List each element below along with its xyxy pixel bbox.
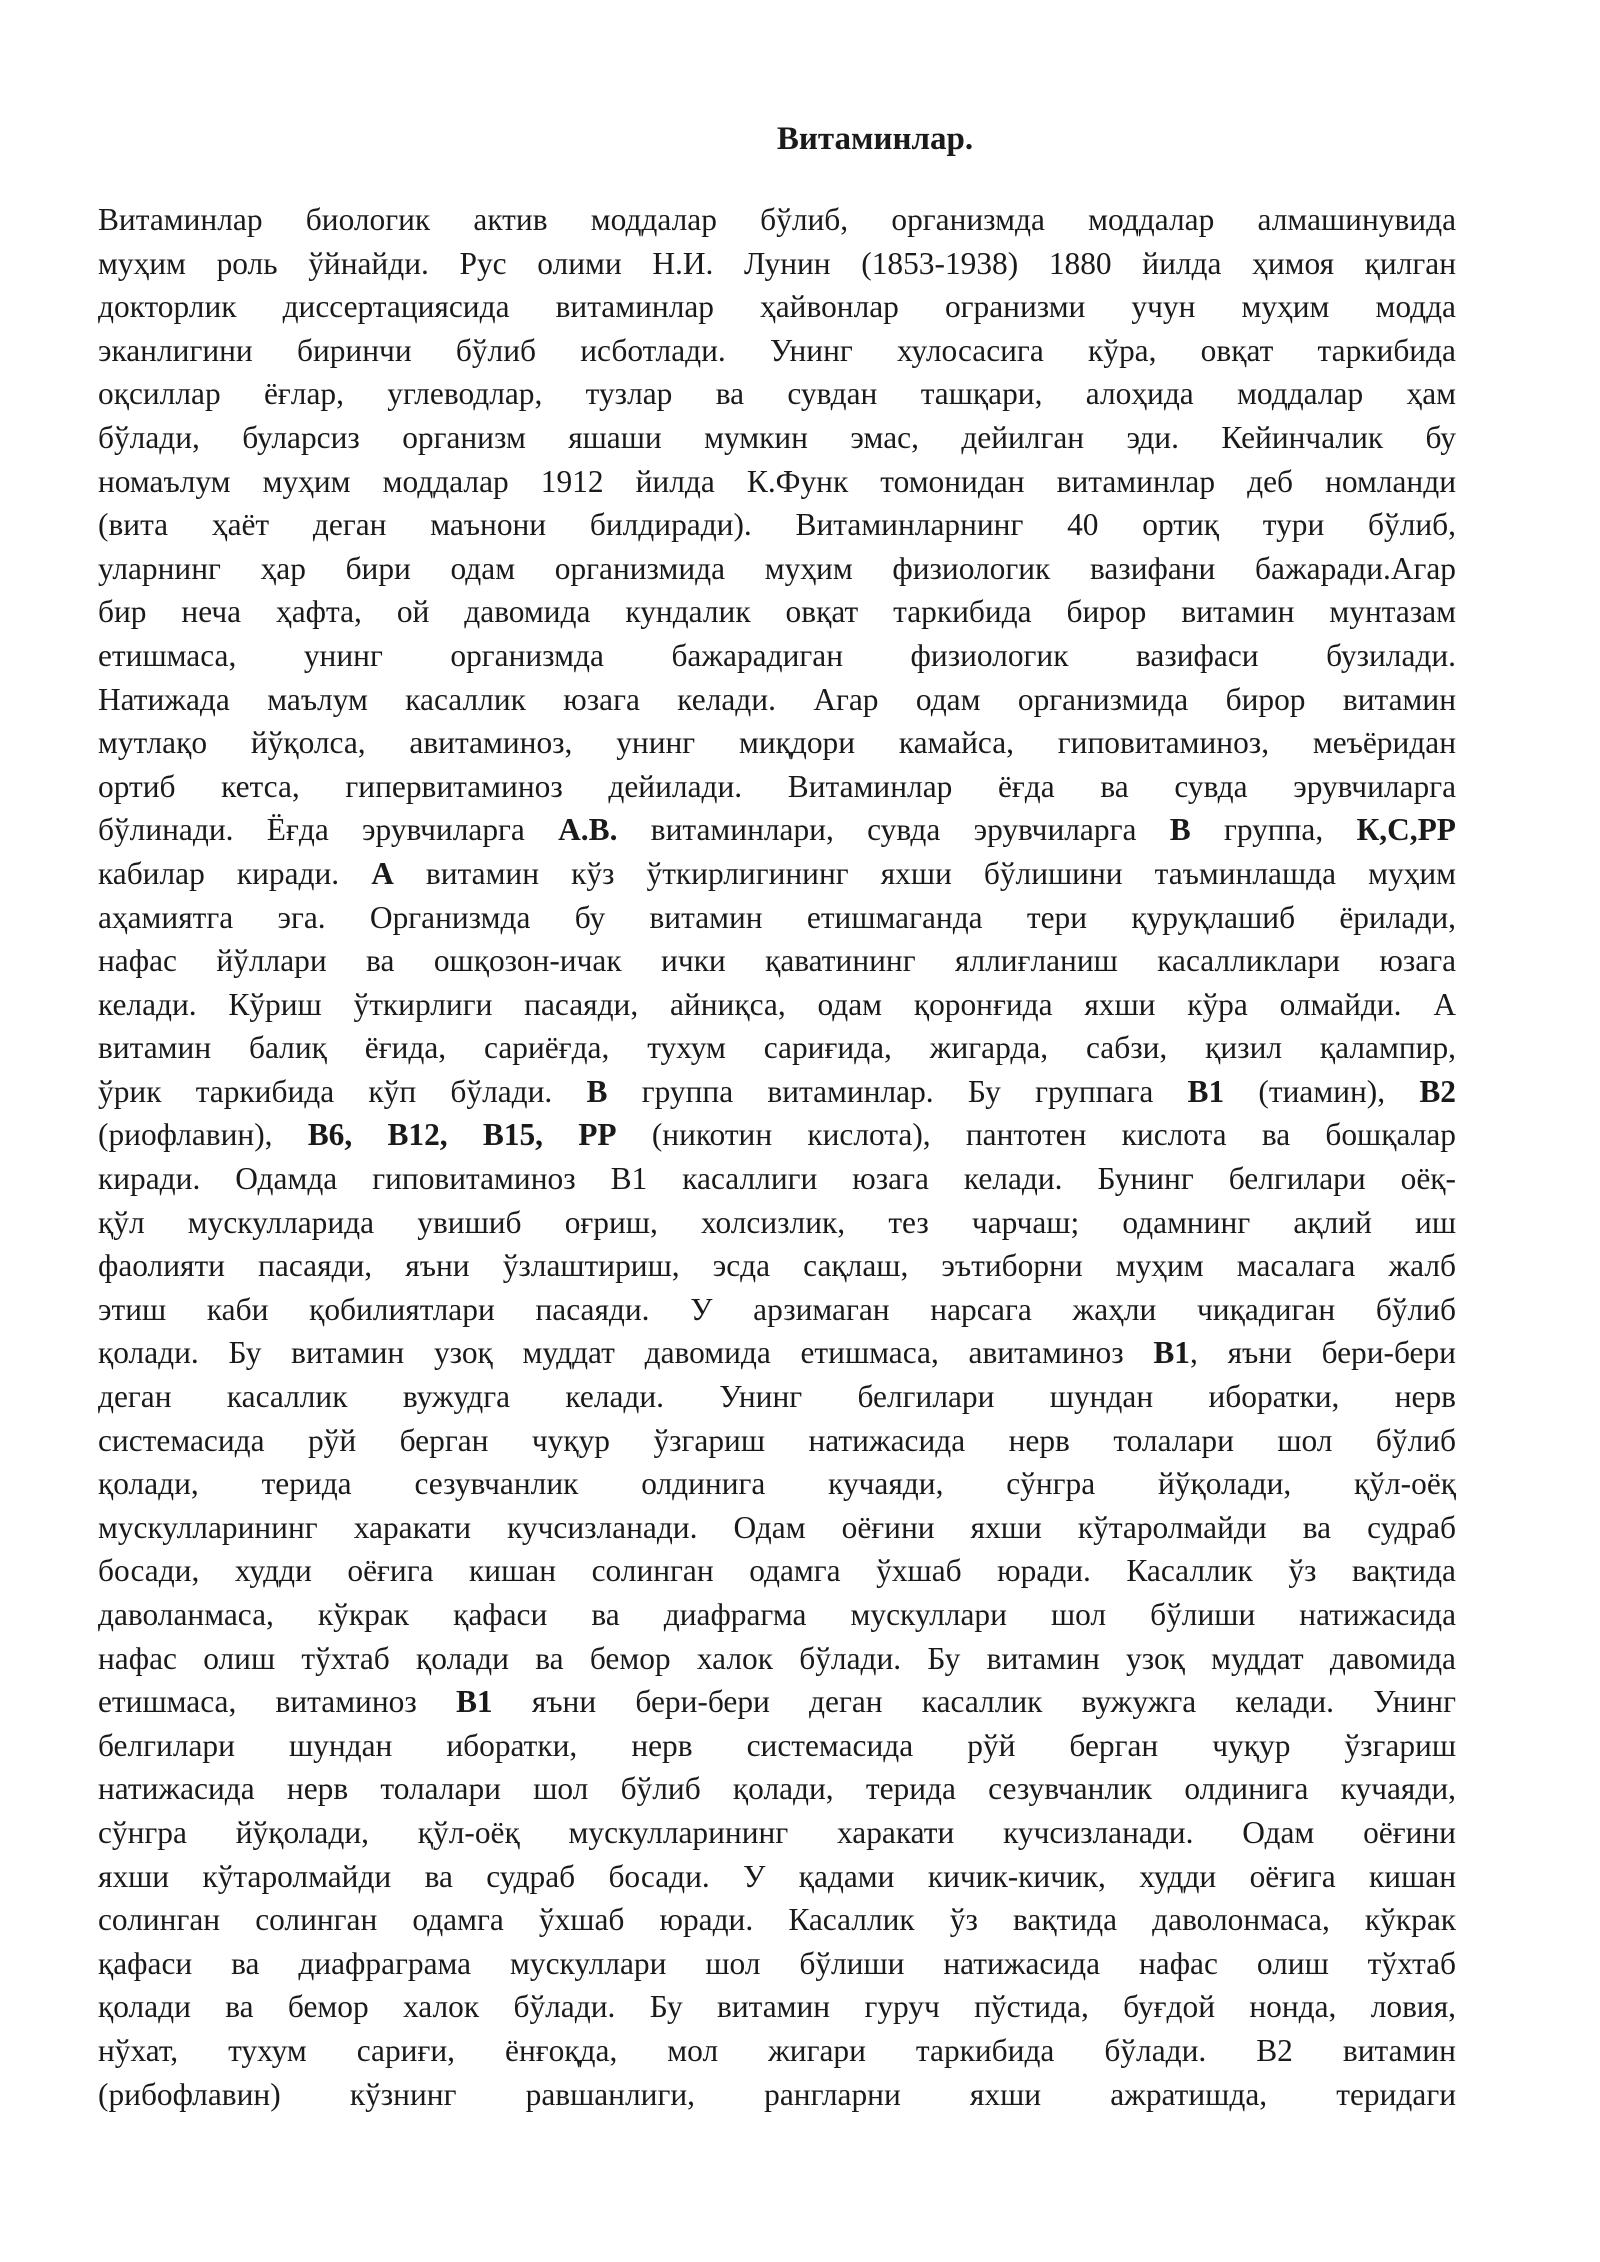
bold-term: В — [1169, 812, 1191, 848]
text-line — [98, 808, 1456, 852]
text-line — [98, 765, 1456, 809]
text-line — [98, 852, 1456, 896]
text-run: даволанмаса, кўкрак қафаси ва диафрагма мускуллари шол бўлиши натижасида — [98, 1597, 1456, 1632]
document-body — [98, 198, 1456, 2116]
bold-term: В — [586, 1073, 608, 1109]
text-run: витамин кўз ўткирлигининг яхши бўлишини таъминлашда муҳим — [393, 855, 1457, 891]
text-run: нафас олиш тўхтаб қолади ва бемор халок бўлади. Бу витамин узоқ муддат давомида — [98, 1640, 1456, 1676]
text-line — [98, 1288, 1456, 1332]
text-line — [98, 634, 1456, 678]
text-line — [98, 1724, 1456, 1768]
text-line — [98, 416, 1456, 460]
text-run: етишмаса, витаминоз — [98, 1684, 456, 1720]
text-run: белгилари шундан иборатки, нерв системасида рўй берган чуқур ўзгариш — [98, 1727, 1456, 1763]
text-line — [98, 2029, 1456, 2073]
text-line — [98, 1331, 1456, 1375]
text-run: келади. Кўриш ўткирлиги пасаяди, айниқса, одам қоронғида яхши кўра олмайди. А — [98, 986, 1456, 1022]
text-run: яхши кўтаролмайди ва судраб босади. У қадами кичик-кичик, худди оёғига кишан — [98, 1858, 1456, 1894]
text-run: киради. Одамда гиповитаминоз В1 касаллиги юзага келади. Бунинг белгилари оёқ- — [98, 1161, 1456, 1197]
text-run: системасида рўй берган чуқур ўзгариш натижасида нерв толалари шол бўлиб — [98, 1422, 1456, 1458]
text-run: Витаминлар биологик актив моддалар бўлиб, организмда моддалар алмашинувида — [98, 202, 1456, 237]
text-run: оқсиллар ёғлар, углеводлар, тузлар ва сувдан ташқари, алоҳида моддалар ҳам — [98, 376, 1456, 412]
text-line — [98, 1201, 1456, 1245]
text-run: деган касаллик вужудга келади. Унинг белгилари шундан иборатки, нерв — [98, 1379, 1456, 1415]
text-run: группа витаминлар. Бу группага — [607, 1073, 1188, 1109]
text-run: қўл мускулларида увишиб оғриш, холсизлик, тез чарчаш; одамнинг ақлий иш — [98, 1204, 1456, 1240]
text-line — [98, 590, 1456, 634]
text-line — [98, 198, 1456, 242]
text-line — [98, 1593, 1456, 1637]
text-run: қолади ва бемор халок бўлади. Бу витамин гуруч пўстида, буғдой нонда, ловия, — [98, 1989, 1456, 2025]
text-run: солинган солинган одамга ўхшаб юради. Касаллик ўз вақтида даволонмаса, кўкрак — [98, 1902, 1456, 1938]
bold-term: В2 — [1419, 1073, 1456, 1109]
text-run: сўнгра йўқолади, қўл-оёқ мускулларининг харакати кучсизланади. Одам оёғини — [98, 1814, 1456, 1850]
text-run: қолади. Бу витамин узоқ муддат давомида етишмаса, авитаминоз — [98, 1335, 1154, 1371]
text-run: эканлигини биринчи бўлиб исботлади. Унинг хулосасига кўра, овқат таркибида — [98, 332, 1456, 368]
text-run: (вита ҳаёт деган маънони билдиради). Витаминларнинг 40 ортиқ тури бўлиб, — [98, 507, 1456, 543]
bold-term: В1 — [456, 1684, 493, 1720]
text-line — [98, 547, 1456, 591]
text-run: бўлади, буларсиз организм яшаши мумкин эмас, дейилган эди. Кейинчалик бу — [98, 419, 1456, 455]
text-run: , яъни бери-бери — [1190, 1335, 1456, 1371]
text-line — [98, 1985, 1456, 2029]
text-line — [98, 503, 1456, 547]
bold-term: А.В. — [558, 812, 618, 848]
text-run: яъни бери-бери деган касаллик вужужга келади. Унинг — [492, 1684, 1456, 1720]
text-run: нафас йўллари ва ошқозон-ичак ички қаватининг яллиғланиш касалликлари юзага — [98, 943, 1456, 979]
text-run: (рибофлавин) кўзнинг равшанлиги, рангларни яхши ажратишда, теридаги — [98, 2076, 1456, 2112]
text-run: ортиб кетса, гипервитаминоз дейилади. Витаминлар ёғда ва сувда эрувчиларга — [98, 768, 1456, 804]
text-run: кабилар киради. — [98, 855, 372, 891]
text-run: группа, — [1190, 812, 1357, 848]
text-line — [98, 1855, 1456, 1899]
text-line — [98, 1244, 1456, 1288]
text-line — [98, 1375, 1456, 1419]
text-run: нўхат, тухум сариғи, ёнғоқда, мол жигари таркибида бўлади. В2 витамин — [98, 2032, 1456, 2068]
text-run: (никотин кислота), пантотен кислота ва бошқалар — [616, 1117, 1456, 1153]
text-run: ўрик таркибида кўп бўлади. — [98, 1073, 587, 1109]
text-run: қафаси ва диафраграма мускуллари шол бўлиши натижасида нафас олиш тўхтаб — [98, 1945, 1456, 1981]
text-line — [98, 1942, 1456, 1986]
text-run: Натижада маълум касаллик юзага келади. Агар одам организмида бирор витамин — [98, 681, 1456, 717]
text-run: фаолияти пасаяди, яъни ўзлаштириш, эсда сақлаш, эътиборни муҳим масалага жалб — [98, 1248, 1456, 1284]
bold-term: В1 — [1153, 1335, 1191, 1371]
text-run: аҳамиятга эга. Организмда бу витамин етишмаганда тери қуруқлашиб ёрилади, — [98, 899, 1456, 935]
text-line — [98, 721, 1456, 765]
text-line — [98, 1898, 1456, 1942]
text-line — [98, 460, 1456, 504]
text-line — [98, 983, 1456, 1027]
text-run: докторлик диссертациясида витаминлар ҳайвонлар огранизми учун муҳим модда — [98, 289, 1456, 325]
text-line — [98, 242, 1456, 286]
text-run: этиш каби қобилиятлари пасаяди. У арзимаган нарсага жаҳли чиқадиган бўлиб — [98, 1291, 1456, 1327]
text-line — [98, 1680, 1456, 1724]
text-run: қолади, терида сезувчанлик олдинига кучаяди, сўнгра йўқолади, қўл-оёқ — [98, 1466, 1456, 1502]
text-line — [98, 1157, 1456, 1201]
text-line — [98, 1113, 1456, 1157]
text-line — [98, 1462, 1456, 1506]
text-line — [98, 2073, 1456, 2117]
text-run: витамин балиқ ёғида, сариёғда, тухум сариғида, жигарда, сабзи, қизил қалампир, — [98, 1030, 1456, 1066]
text-line — [98, 896, 1456, 940]
bold-term: А — [371, 855, 394, 891]
text-line — [98, 678, 1456, 722]
bold-term: К,С,РР — [1356, 812, 1456, 848]
text-line — [98, 1637, 1456, 1681]
text-line — [98, 372, 1456, 416]
text-run: натижасида нерв толалари шол бўлиб қолади, терида сезувчанлик олдинига кучаяди, — [98, 1771, 1456, 1807]
text-line — [98, 285, 1456, 329]
text-run: номаълум муҳим моддалар 1912 йилда К.Функ томонидан витаминлар деб номланди — [98, 463, 1456, 499]
text-line — [98, 1549, 1456, 1593]
document-title: Витаминлар. — [776, 121, 974, 157]
text-line — [98, 1026, 1456, 1070]
bold-term: В6, В12, В15, РР — [307, 1117, 617, 1153]
text-line — [98, 1811, 1456, 1855]
text-run: (риофлавин), — [98, 1117, 308, 1153]
text-run: муҳим роль ўйнайди. Рус олими Н.И. Лунин (1853-1938) 1880 йилда ҳимоя қилган — [98, 245, 1456, 281]
text-run: витаминлари, сувда эрувчиларга — [617, 812, 1170, 848]
text-run: бир неча ҳафта, ой давомида кундалик овқат таркибида бирор витамин мунтазам — [98, 594, 1456, 630]
text-line — [98, 1070, 1456, 1114]
text-line — [98, 939, 1456, 983]
text-line — [98, 1767, 1456, 1811]
text-run: (тиамин), — [1224, 1073, 1420, 1109]
text-run: босади, худди оёғига кишан солинган одамга ўхшаб юради. Касаллик ўз вақтида — [98, 1553, 1456, 1589]
text-run: бўлинади. Ёғда эрувчиларга — [98, 812, 559, 848]
bold-term: В1 — [1187, 1073, 1225, 1109]
text-run: уларнинг ҳар бири одам организмида муҳим физиологик вазифани бажаради.Агар — [98, 550, 1456, 586]
text-run: мускулларининг харакати кучсизланади. Одам оёғини яхши кўтаролмайди ва судраб — [98, 1509, 1456, 1545]
document-page — [98, 0, 1456, 2116]
text-line — [98, 329, 1456, 373]
text-line — [98, 1419, 1456, 1463]
text-line — [98, 1506, 1456, 1550]
text-run: мутлақо йўқолса, авитаминоз, унинг миқдори камайса, гиповитаминоз, меъёридан — [98, 725, 1456, 761]
text-run: етишмаса, унинг организмда бажарадиган физиологик вазифаси бузилади. — [98, 637, 1456, 673]
